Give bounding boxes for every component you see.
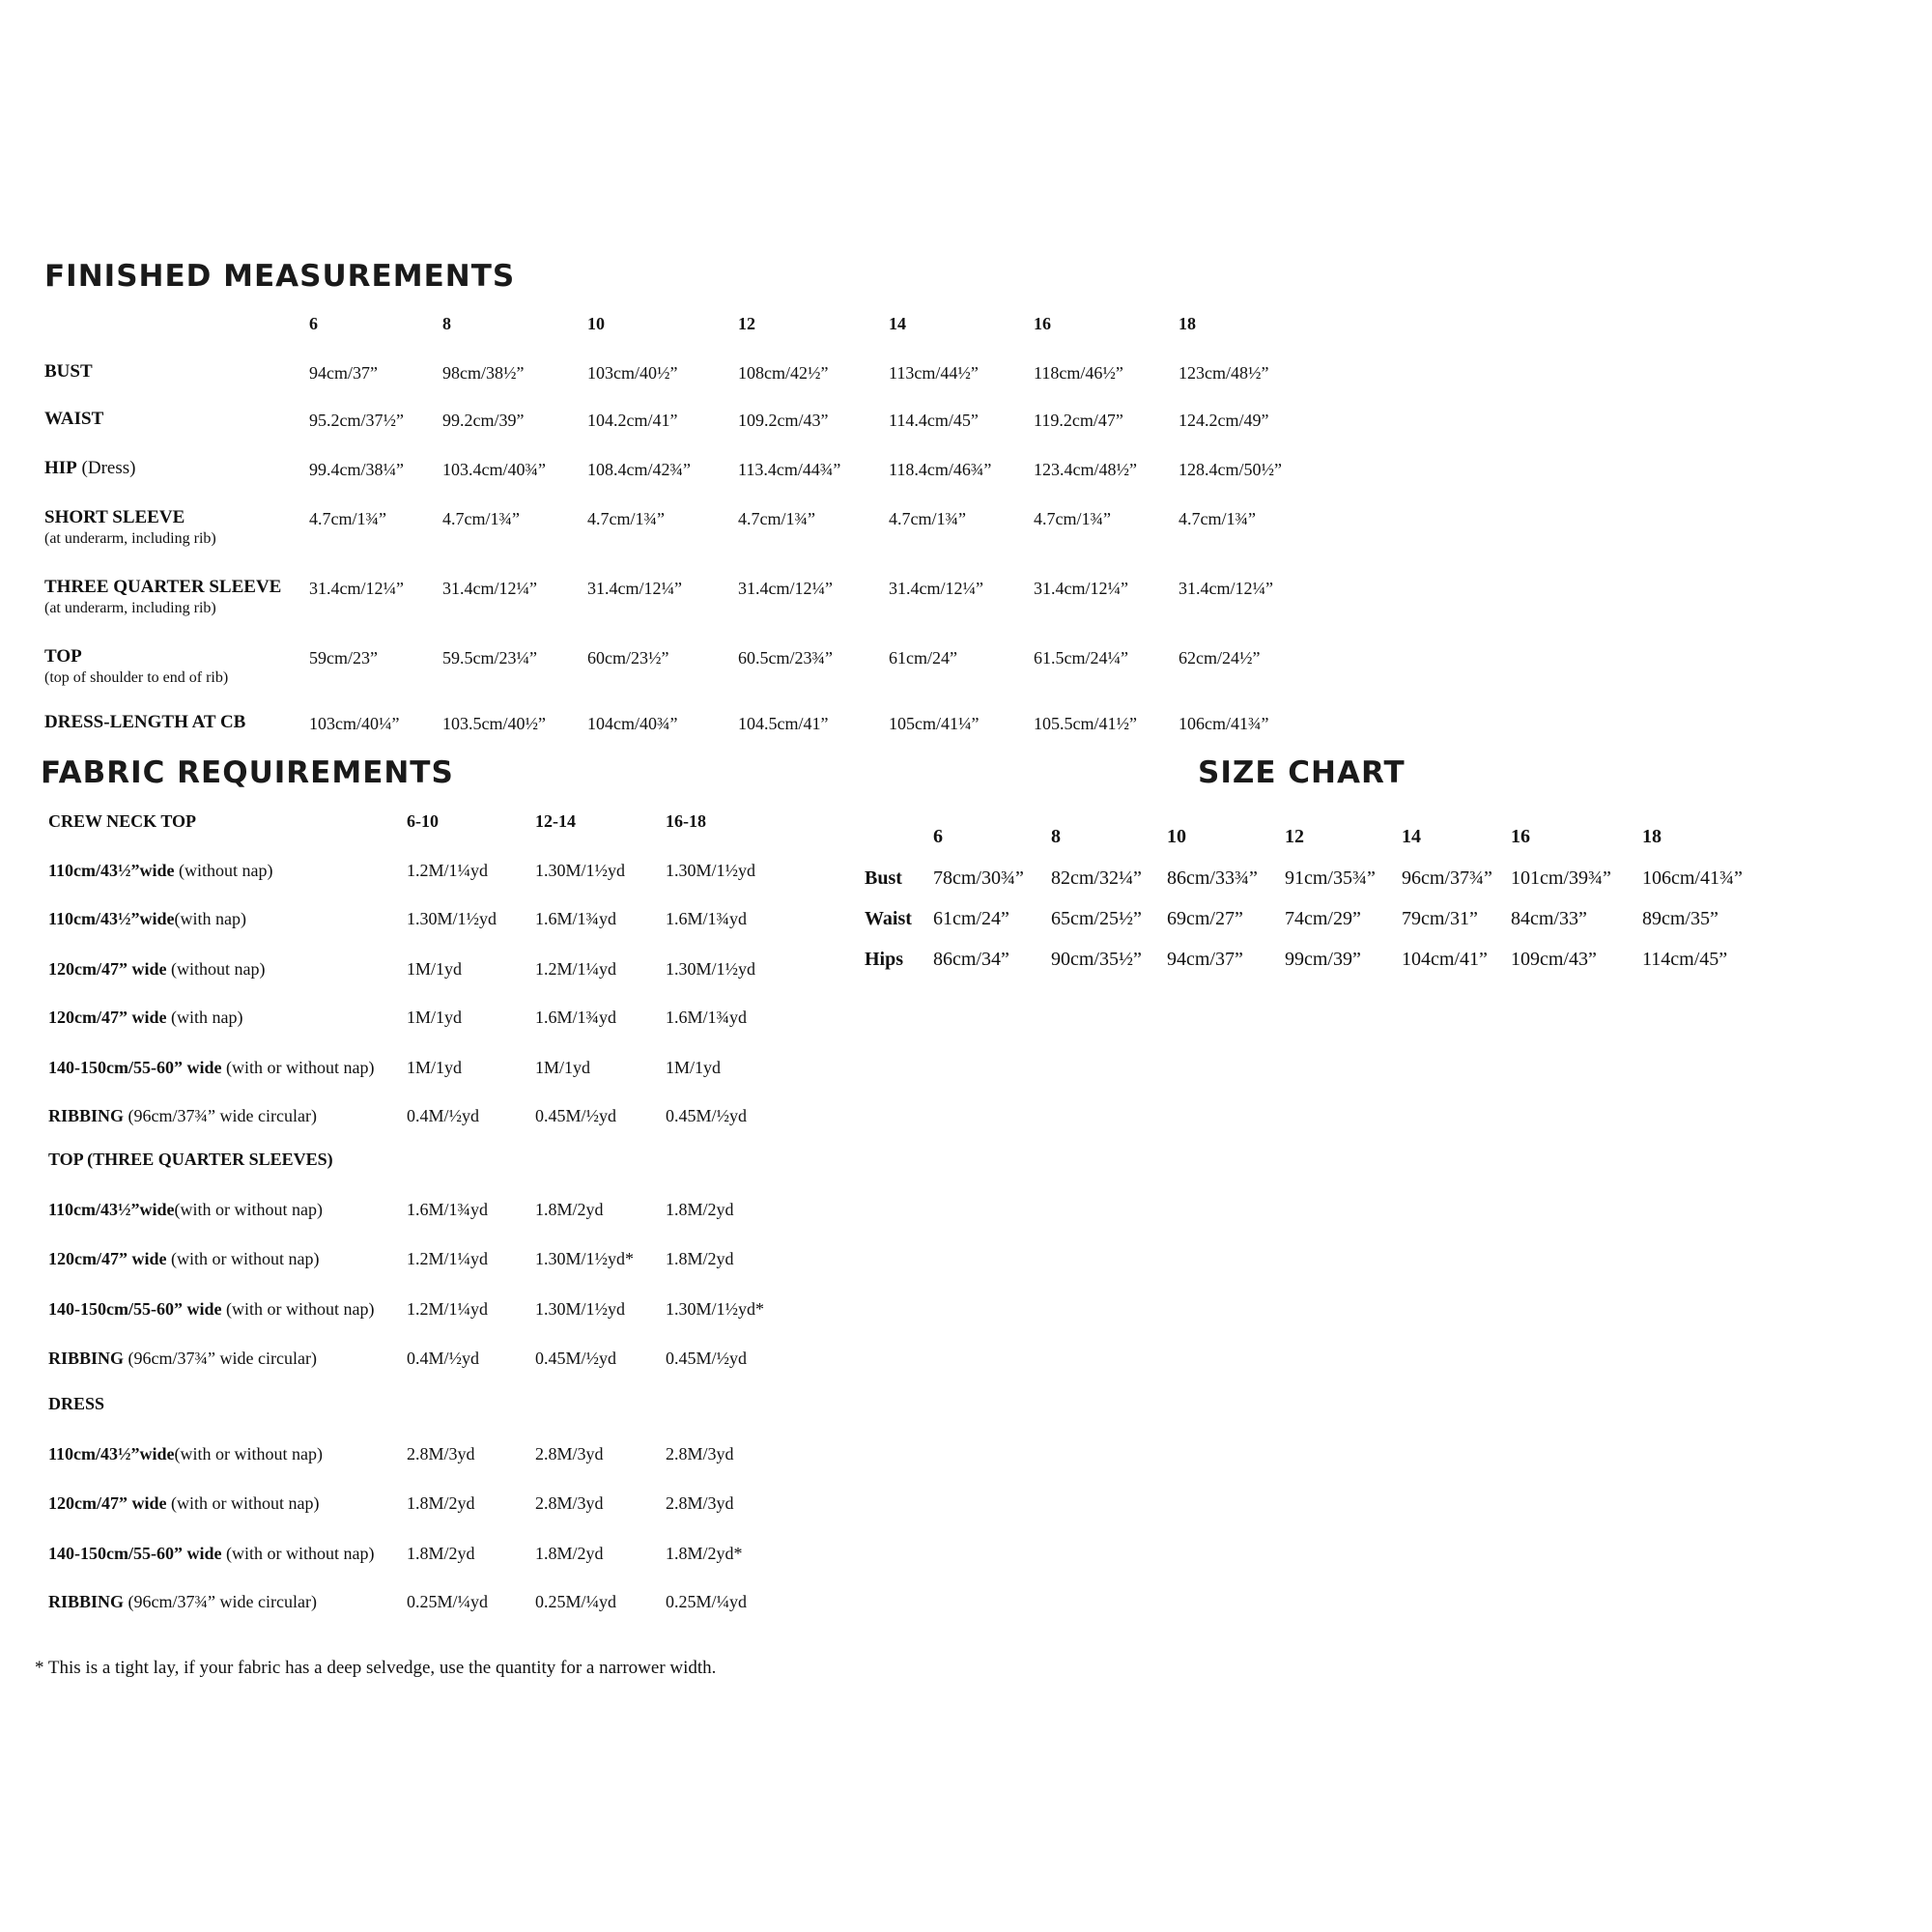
fr-column-header: 12-14	[535, 811, 576, 831]
fr-cell: 1M/1yd	[407, 1058, 463, 1077]
fm-row-name: BUST	[44, 361, 93, 382]
fr-cell: 0.45M/½yd	[535, 1349, 617, 1368]
fr-row-width: 110cm/43½”wide	[48, 1444, 175, 1463]
fm-row-note: (at underarm, including rib)	[44, 530, 216, 547]
sc-cell: 61cm/24”	[933, 908, 1009, 929]
sc-row-label: Waist	[865, 908, 912, 929]
fr-row-desc: (with or without nap)	[221, 1544, 375, 1563]
fr-row-label	[48, 1106, 317, 1126]
fm-size-header: 12	[738, 314, 755, 333]
fm-cell: 31.4cm/12¼”	[1179, 579, 1273, 598]
fm-cell: 108.4cm/42¾”	[587, 460, 691, 479]
sc-cell: 91cm/35¾”	[1285, 867, 1376, 889]
sc-size-header: 6	[933, 826, 943, 847]
fm-cell: 124.2cm/49”	[1179, 411, 1269, 430]
fr-row-width: RIBBING	[48, 1349, 125, 1368]
fr-row-desc: (with or without nap)	[221, 1299, 375, 1319]
fm-cell: 103cm/40½”	[587, 363, 678, 383]
sc-size-header: 14	[1402, 826, 1421, 847]
fr-row-desc: (with or without nap)	[174, 1444, 323, 1463]
fr-row-desc: (96cm/37¾” wide circular)	[124, 1592, 317, 1611]
fm-cell: 105cm/41¼”	[889, 714, 980, 733]
fr-column-header: 16-18	[666, 811, 706, 831]
fr-cell: 1.6M/1¾yd	[535, 1008, 617, 1027]
fm-row-note: (top of shoulder to end of rib)	[44, 669, 229, 686]
fr-cell: 0.45M/½yd	[666, 1349, 748, 1368]
fr-row-width: 140-150cm/55-60” wide	[48, 1058, 222, 1077]
fr-cell: 1.6M/1¾yd	[666, 1008, 748, 1027]
fr-row-label	[48, 1444, 323, 1464]
fr-cell: 1.2M/1¼yd	[535, 959, 617, 979]
sc-row-label: Hips	[865, 949, 904, 970]
fm-row-label	[44, 646, 228, 687]
fm-cell: 105.5cm/41½”	[1034, 714, 1137, 733]
fr-row-width: 110cm/43½”wide	[48, 909, 175, 928]
fr-cell: 0.25M/¼yd	[666, 1592, 748, 1611]
fm-row-label	[44, 577, 281, 617]
fm-row-name: DRESS-LENGTH AT CB	[44, 712, 246, 732]
fm-cell: 106cm/41¾”	[1179, 714, 1269, 733]
fr-row-width: 120cm/47” wide	[48, 959, 167, 979]
fm-cell: 104cm/40¾”	[587, 714, 678, 733]
fr-cell: 1M/1yd	[407, 1008, 463, 1027]
sc-cell: 79cm/31”	[1402, 908, 1478, 929]
fm-row-label	[44, 409, 103, 430]
fr-cell: 1.30M/1½yd	[535, 1299, 626, 1319]
fr-cell: 0.45M/½yd	[666, 1106, 748, 1125]
fm-cell: 99.4cm/38¼”	[309, 460, 404, 479]
fr-cell: 1.30M/1½yd	[666, 861, 756, 880]
fr-row-label	[48, 1349, 317, 1369]
fr-cell: 2.8M/3yd	[407, 1444, 475, 1463]
fm-cell: 118.4cm/46¾”	[889, 460, 992, 479]
finished-measurements-title: FINISHED MEASUREMENTS	[44, 259, 516, 294]
sc-cell: 106cm/41¾”	[1642, 867, 1743, 889]
sc-size-header: 8	[1051, 826, 1061, 847]
fr-row-width: RIBBING	[48, 1106, 125, 1125]
fm-size-header: 10	[587, 314, 605, 333]
fr-cell: 1.8M/2yd	[535, 1544, 604, 1563]
fm-cell: 59cm/23”	[309, 648, 378, 668]
fr-row-width: 140-150cm/55-60” wide	[48, 1544, 222, 1563]
fm-cell: 4.7cm/1¾”	[889, 509, 966, 528]
fr-cell: 1M/1yd	[407, 959, 463, 979]
fm-cell: 98cm/38½”	[442, 363, 525, 383]
fm-cell: 4.7cm/1¾”	[442, 509, 520, 528]
fabric-footnote: * This is a tight lay, if your fabric has a deep selvedge, use the quantity for a narrower width.	[35, 1658, 717, 1678]
fm-cell: 62cm/24½”	[1179, 648, 1261, 668]
sc-cell: 104cm/41”	[1402, 949, 1488, 970]
fr-row-label	[48, 1058, 374, 1078]
fr-cell: 1.6M/1¾yd	[666, 909, 748, 928]
fm-cell: 60.5cm/23¾”	[738, 648, 833, 668]
fm-size-header: 14	[889, 314, 906, 333]
fr-row-width: 110cm/43½”wide	[48, 1200, 175, 1219]
fr-cell: 0.25M/¼yd	[535, 1592, 617, 1611]
fm-cell: 4.7cm/1¾”	[587, 509, 665, 528]
fr-row-desc: (96cm/37¾” wide circular)	[124, 1106, 317, 1125]
fm-size-header: 8	[442, 314, 451, 333]
fr-row-desc: (with or without nap)	[221, 1058, 375, 1077]
fr-row-label	[48, 1493, 319, 1514]
fm-cell: 104.2cm/41”	[587, 411, 678, 430]
fr-cell: 1.30M/1½yd*	[666, 1299, 765, 1319]
fr-cell: 0.4M/½yd	[407, 1106, 480, 1125]
fm-row-name: SHORT SLEEVE	[44, 507, 185, 527]
fm-cell: 31.4cm/12¼”	[889, 579, 983, 598]
fr-cell: 1.30M/1½yd*	[535, 1249, 635, 1268]
fr-row-desc: (with nap)	[174, 909, 246, 928]
fm-cell: 114.4cm/45”	[889, 411, 979, 430]
fm-cell: 128.4cm/50½”	[1179, 460, 1282, 479]
fr-row-label	[48, 1249, 319, 1269]
fr-section-title: DRESS	[48, 1394, 105, 1413]
fr-row-desc: (without nap)	[174, 861, 273, 880]
fr-row-label	[48, 861, 272, 881]
sc-cell: 78cm/30¾”	[933, 867, 1024, 889]
fm-cell: 103cm/40¼”	[309, 714, 400, 733]
sc-size-header: 16	[1511, 826, 1530, 847]
sc-cell: 86cm/34”	[933, 949, 1009, 970]
sc-cell: 69cm/27”	[1167, 908, 1243, 929]
fm-cell: 31.4cm/12¼”	[442, 579, 537, 598]
fm-row-label	[44, 507, 216, 548]
sc-row-label: Bust	[865, 867, 902, 889]
fr-row-width: 110cm/43½”wide	[48, 861, 175, 880]
fm-cell: 94cm/37”	[309, 363, 378, 383]
sc-size-header: 12	[1285, 826, 1304, 847]
fr-cell: 1.2M/1¼yd	[407, 1299, 489, 1319]
sc-cell: 86cm/33¾”	[1167, 867, 1258, 889]
fm-cell: 95.2cm/37½”	[309, 411, 404, 430]
sc-cell: 109cm/43”	[1511, 949, 1597, 970]
fm-cell: 103.5cm/40½”	[442, 714, 546, 733]
sc-cell: 90cm/35½”	[1051, 949, 1142, 970]
fr-section-title: CREW NECK TOP	[48, 811, 197, 831]
sc-cell: 89cm/35”	[1642, 908, 1719, 929]
fr-row-desc: (with nap)	[166, 1008, 243, 1027]
fm-cell: 109.2cm/43”	[738, 411, 829, 430]
fm-cell: 108cm/42½”	[738, 363, 829, 383]
fm-row-name: HIP	[44, 458, 77, 478]
fr-cell: 1M/1yd	[666, 1058, 722, 1077]
fm-cell: 4.7cm/1¾”	[738, 509, 815, 528]
sc-cell: 114cm/45”	[1642, 949, 1728, 970]
fm-cell: 103.4cm/40¾”	[442, 460, 546, 479]
fr-row-label	[48, 1544, 374, 1564]
fm-size-header: 18	[1179, 314, 1196, 333]
fr-row-desc: (with or without nap)	[166, 1493, 320, 1513]
fm-cell: 123cm/48½”	[1179, 363, 1269, 383]
fm-cell: 104.5cm/41”	[738, 714, 829, 733]
fr-row-desc: (without nap)	[166, 959, 266, 979]
fm-cell: 4.7cm/1¾”	[1034, 509, 1111, 528]
fm-row-name: THREE QUARTER SLEEVE	[44, 577, 282, 597]
fr-row-desc: (with or without nap)	[166, 1249, 320, 1268]
fm-cell: 4.7cm/1¾”	[1179, 509, 1256, 528]
fr-row-desc: (96cm/37¾” wide circular)	[124, 1349, 317, 1368]
fm-cell: 61cm/24”	[889, 648, 957, 668]
fm-cell: 123.4cm/48½”	[1034, 460, 1137, 479]
fr-cell: 1.30M/1½yd	[666, 959, 756, 979]
sc-cell: 65cm/25½”	[1051, 908, 1142, 929]
fm-cell: 119.2cm/47”	[1034, 411, 1123, 430]
fm-cell: 31.4cm/12¼”	[1034, 579, 1128, 598]
fm-cell: 60cm/23½”	[587, 648, 669, 668]
fr-cell: 1.8M/2yd	[666, 1249, 734, 1268]
fm-row-name: WAIST	[44, 409, 104, 429]
fm-size-header: 6	[309, 314, 318, 333]
fm-cell: 59.5cm/23¼”	[442, 648, 537, 668]
fm-row-extra: (Dress)	[81, 458, 136, 478]
sc-cell: 82cm/32¼”	[1051, 867, 1142, 889]
fr-column-header: 6-10	[407, 811, 439, 831]
fr-cell: 1.8M/2yd	[535, 1200, 604, 1219]
fr-row-label	[48, 909, 246, 929]
fr-cell: 2.8M/3yd	[535, 1444, 604, 1463]
fr-cell: 0.45M/½yd	[535, 1106, 617, 1125]
fm-cell: 113.4cm/44¾”	[738, 460, 841, 479]
fr-cell: 2.8M/3yd	[535, 1493, 604, 1513]
fm-cell: 61.5cm/24¼”	[1034, 648, 1128, 668]
fr-cell: 1.30M/1½yd	[407, 909, 497, 928]
fr-cell: 1M/1yd	[535, 1058, 591, 1077]
sc-cell: 94cm/37”	[1167, 949, 1243, 970]
sc-cell: 74cm/29”	[1285, 908, 1361, 929]
fr-row-label	[48, 1299, 374, 1320]
fr-cell: 1.8M/2yd	[666, 1200, 734, 1219]
fm-cell: 118cm/46½”	[1034, 363, 1123, 383]
fm-row-label	[44, 712, 245, 733]
sc-size-header: 18	[1642, 826, 1662, 847]
fr-cell: 1.30M/1½yd	[535, 861, 626, 880]
fr-cell: 2.8M/3yd	[666, 1493, 734, 1513]
fr-cell: 1.8M/2yd*	[666, 1544, 743, 1563]
fr-row-label	[48, 1008, 242, 1028]
sc-cell: 101cm/39¾”	[1511, 867, 1611, 889]
sc-size-header: 10	[1167, 826, 1186, 847]
fr-row-width: 120cm/47” wide	[48, 1493, 167, 1513]
fr-cell: 1.2M/1¼yd	[407, 1249, 489, 1268]
size-chart-title: SIZE CHART	[1198, 755, 1406, 790]
fm-row-name: TOP	[44, 646, 82, 667]
fr-row-width: RIBBING	[48, 1592, 125, 1611]
fm-row-note: (at underarm, including rib)	[44, 600, 216, 616]
fr-cell: 1.8M/2yd	[407, 1493, 475, 1513]
fm-cell: 31.4cm/12¼”	[587, 579, 682, 598]
fr-row-width: 120cm/47” wide	[48, 1249, 167, 1268]
fr-row-desc: (with or without nap)	[174, 1200, 323, 1219]
sc-cell: 96cm/37¾”	[1402, 867, 1492, 889]
fr-row-label	[48, 1200, 323, 1220]
fr-cell: 0.25M/¼yd	[407, 1592, 489, 1611]
sc-cell: 99cm/39”	[1285, 949, 1361, 970]
fr-cell: 0.4M/½yd	[407, 1349, 480, 1368]
fabric-requirements-title: FABRIC REQUIREMENTS	[41, 755, 454, 790]
fm-cell: 31.4cm/12¼”	[738, 579, 833, 598]
fr-section-title: TOP (THREE QUARTER SLEEVES)	[48, 1150, 333, 1169]
fr-cell: 1.8M/2yd	[407, 1544, 475, 1563]
fm-row-label	[44, 458, 135, 479]
fm-row-label	[44, 361, 93, 383]
fm-cell: 113cm/44½”	[889, 363, 979, 383]
fr-row-width: 120cm/47” wide	[48, 1008, 167, 1027]
fm-size-header: 16	[1034, 314, 1051, 333]
fr-cell: 1.6M/1¾yd	[535, 909, 617, 928]
fm-cell: 99.2cm/39”	[442, 411, 525, 430]
fm-cell: 31.4cm/12¼”	[309, 579, 404, 598]
fr-cell: 1.6M/1¾yd	[407, 1200, 489, 1219]
fr-row-label	[48, 959, 265, 980]
fr-row-label	[48, 1592, 317, 1612]
sc-cell: 84cm/33”	[1511, 908, 1587, 929]
fm-cell: 4.7cm/1¾”	[309, 509, 386, 528]
fr-cell: 2.8M/3yd	[666, 1444, 734, 1463]
fr-cell: 1.2M/1¼yd	[407, 861, 489, 880]
fr-row-width: 140-150cm/55-60” wide	[48, 1299, 222, 1319]
